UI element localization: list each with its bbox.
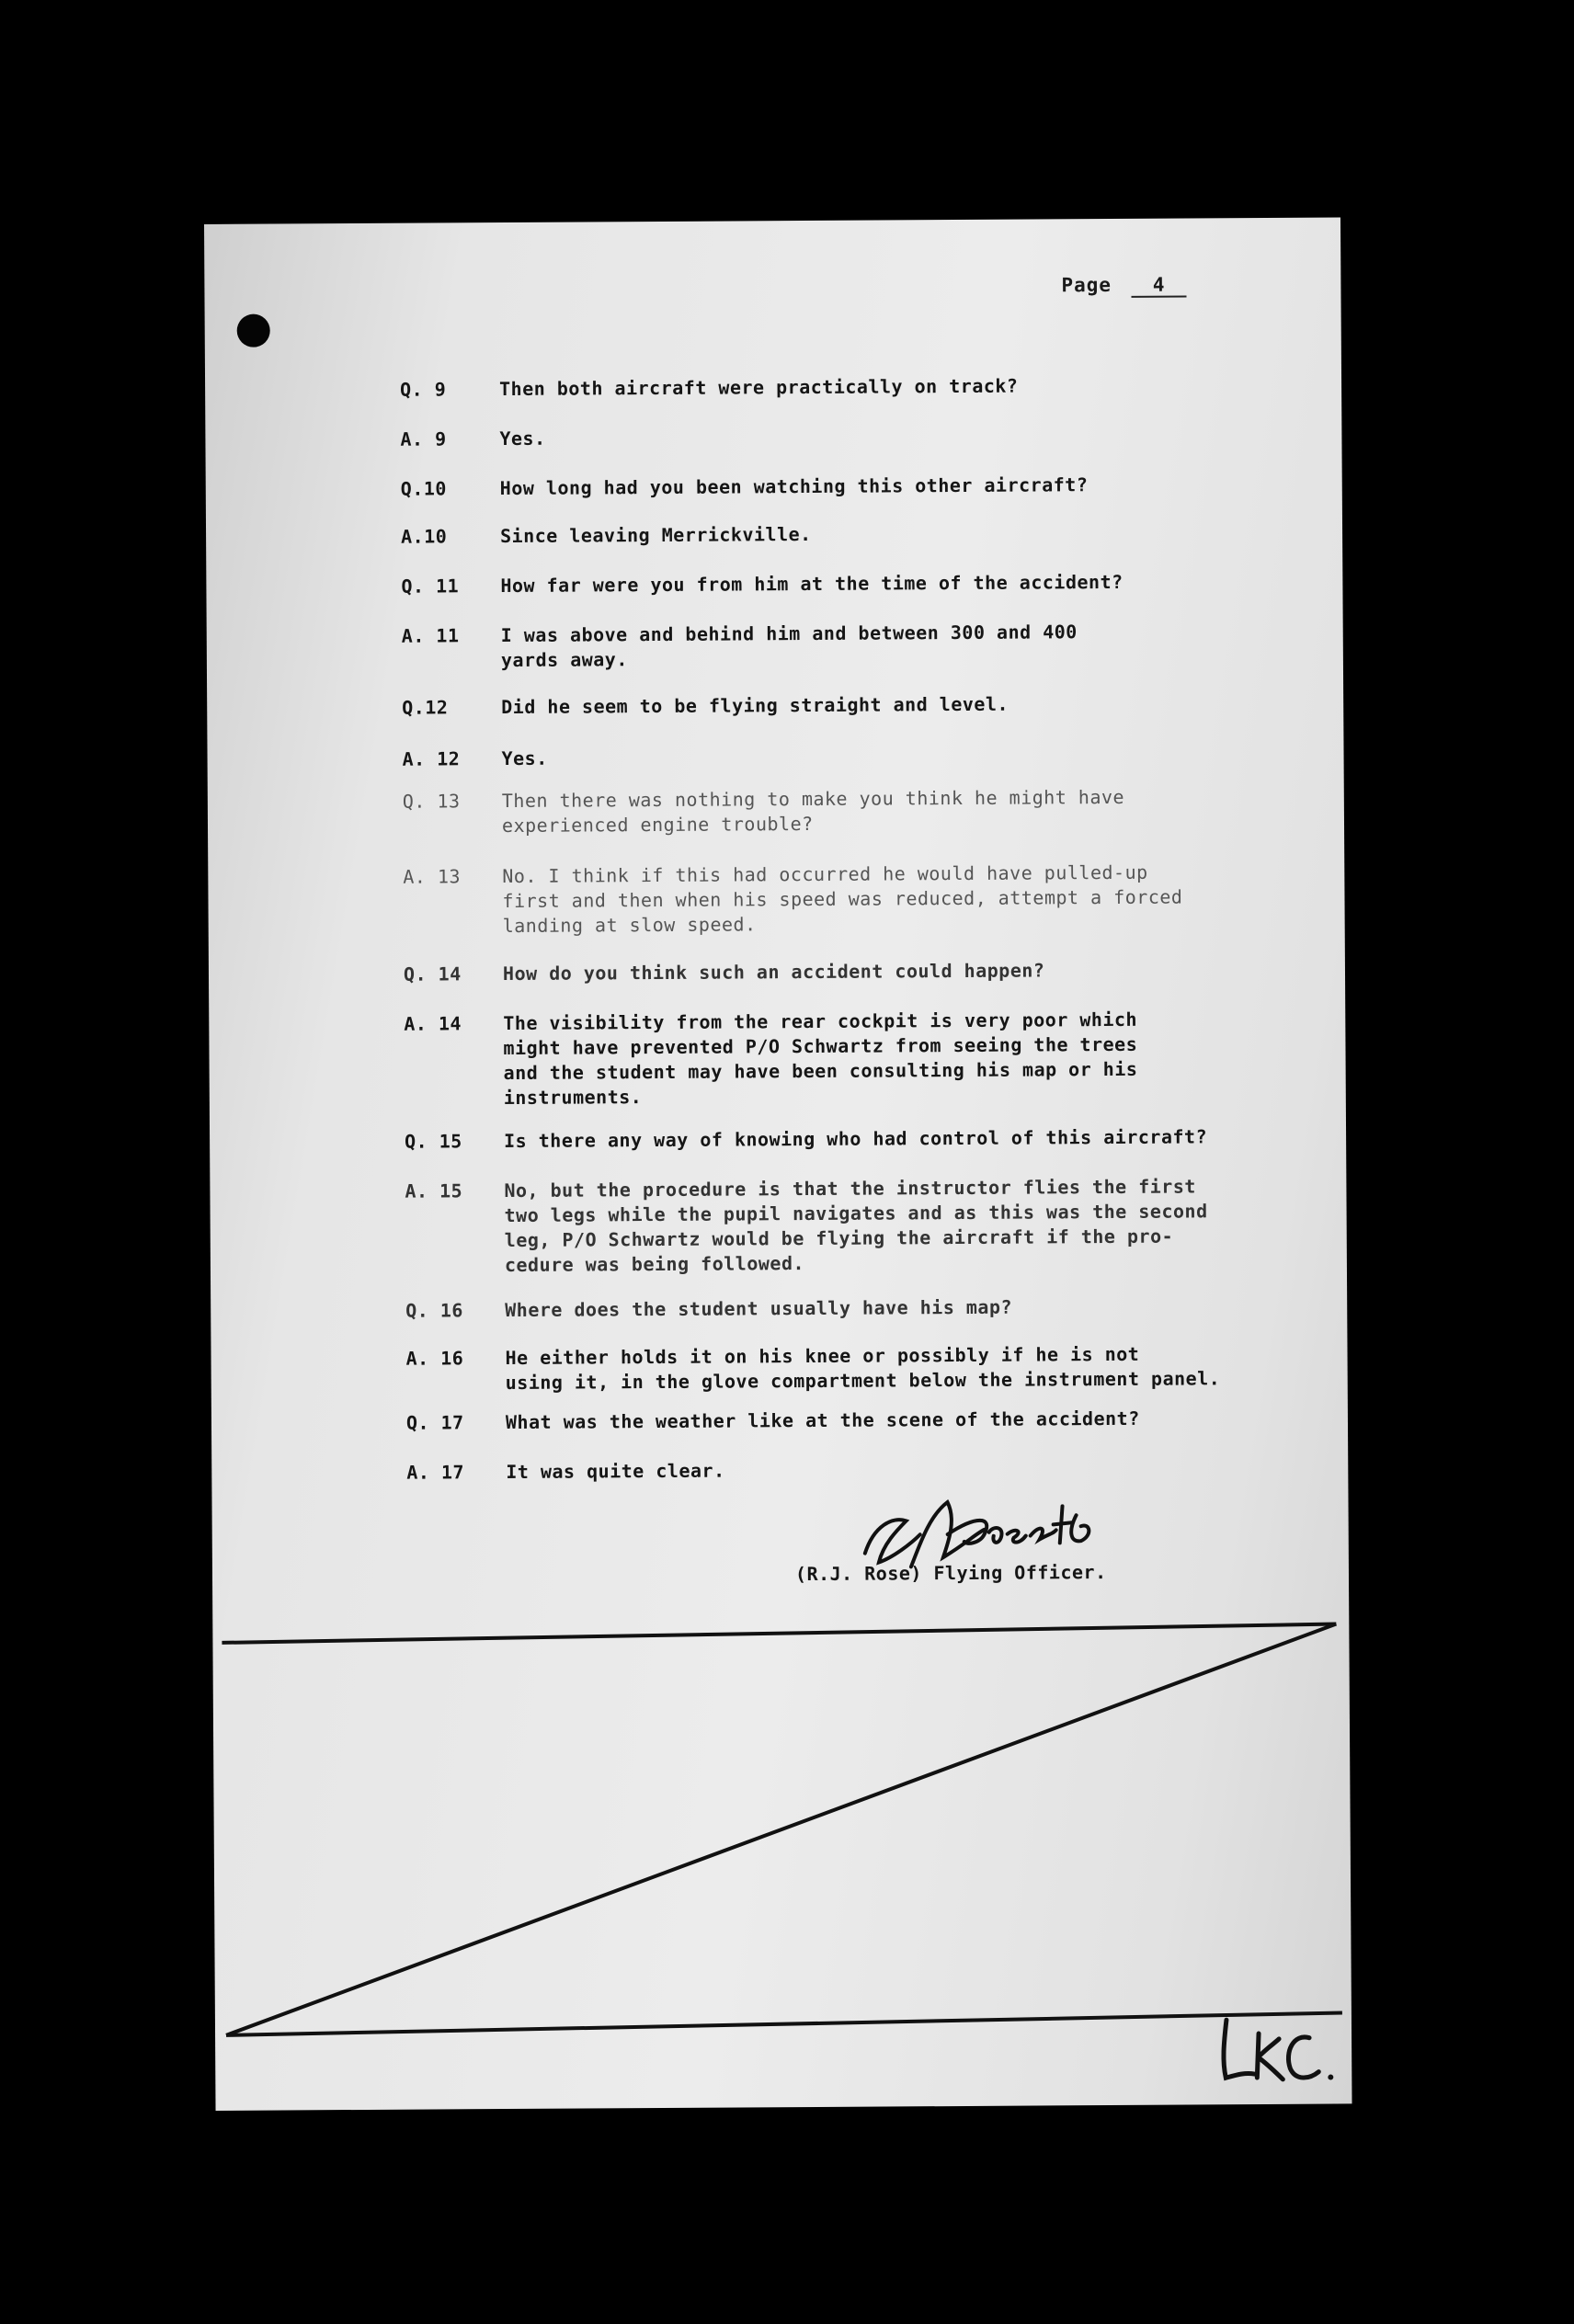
entry-text: The visibility from the rear cockpit is very poor which might have prevented P/O Schwartz from seeing the trees and the student may have been consulting his map or his instruments.: [503, 1008, 1138, 1110]
entry-label: A. 11: [401, 624, 460, 647]
entry-text: How do you think such an accident could happen?: [502, 959, 1045, 985]
signature-caption: (R.J. Rose) Flying Officer.: [794, 1561, 1107, 1586]
entry-label: A. 17: [406, 1461, 465, 1484]
entry-label: Q. 16: [405, 1299, 464, 1322]
entry-label: Q. 15: [405, 1130, 462, 1153]
entry-text: Then there was nothing to make you think he might have experienced engine trouble?: [501, 785, 1125, 837]
entry-text: Where does the student usually have his map?: [505, 1295, 1013, 1322]
entry-text: No. I think if this had occurred he would have pulled-up first and then when his speed was reduced, attempt a forced landing at slow speed.: [502, 860, 1183, 938]
entry-text: No, but the procedure is that the instructor flies the first two legs while the pupil navigates and as this was the second leg, P/O Schwartz would be flying the aircraft if the pro- cedure was being followed.: [504, 1175, 1208, 1277]
entry-label: Q. 17: [405, 1411, 464, 1434]
entry-label: A. 16: [405, 1347, 464, 1370]
entry-text: Did he seem to be flying straight and level.: [501, 692, 1009, 719]
entry-text: He either holds it on his knee or possibly if he is not using it, in the glove compartment below the instrument panel.: [505, 1342, 1221, 1395]
entry-label: Q.10: [400, 477, 448, 500]
entry-text: How long had you been watching this other aircraft?: [499, 473, 1089, 500]
entry-label: Q. 11: [401, 575, 460, 598]
page-number: 4: [1132, 273, 1187, 297]
entry-text: I was above and behind him and between 300 and 400 yards away.: [500, 621, 1078, 672]
cancellation-lines: [204, 217, 1352, 2111]
entry-text: It was quite clear.: [506, 1459, 725, 1484]
entry-label: Q.12: [402, 696, 449, 719]
entry-label: A. 12: [402, 747, 461, 770]
entry-text: Is there any way of knowing who had control of this aircraft?: [504, 1125, 1208, 1153]
entry-label: Q. 9: [400, 378, 447, 401]
entry-label: Q. 14: [403, 963, 462, 985]
entry-text: Yes.: [499, 427, 546, 450]
handwritten-initials: [1213, 2005, 1342, 2089]
entry-label: A. 9: [400, 427, 447, 450]
entry-label: A. 14: [404, 1012, 462, 1035]
entry-label: A. 15: [405, 1179, 463, 1202]
entry-label: A. 13: [403, 865, 462, 888]
entry-text: How far were you from him at the time of the accident?: [500, 570, 1123, 598]
entry-label: Q. 13: [402, 790, 461, 813]
entry-text: Then both aircraft were practically on track?: [499, 374, 1019, 401]
entry-text: Yes.: [501, 746, 548, 770]
entry-label: A.10: [401, 525, 448, 548]
entry-text: Since leaving Merrickville.: [500, 522, 812, 548]
page-label: Page: [1061, 273, 1112, 297]
entry-text: What was the weather like at the scene of the accident?: [505, 1407, 1140, 1434]
document-page: [204, 217, 1352, 2111]
